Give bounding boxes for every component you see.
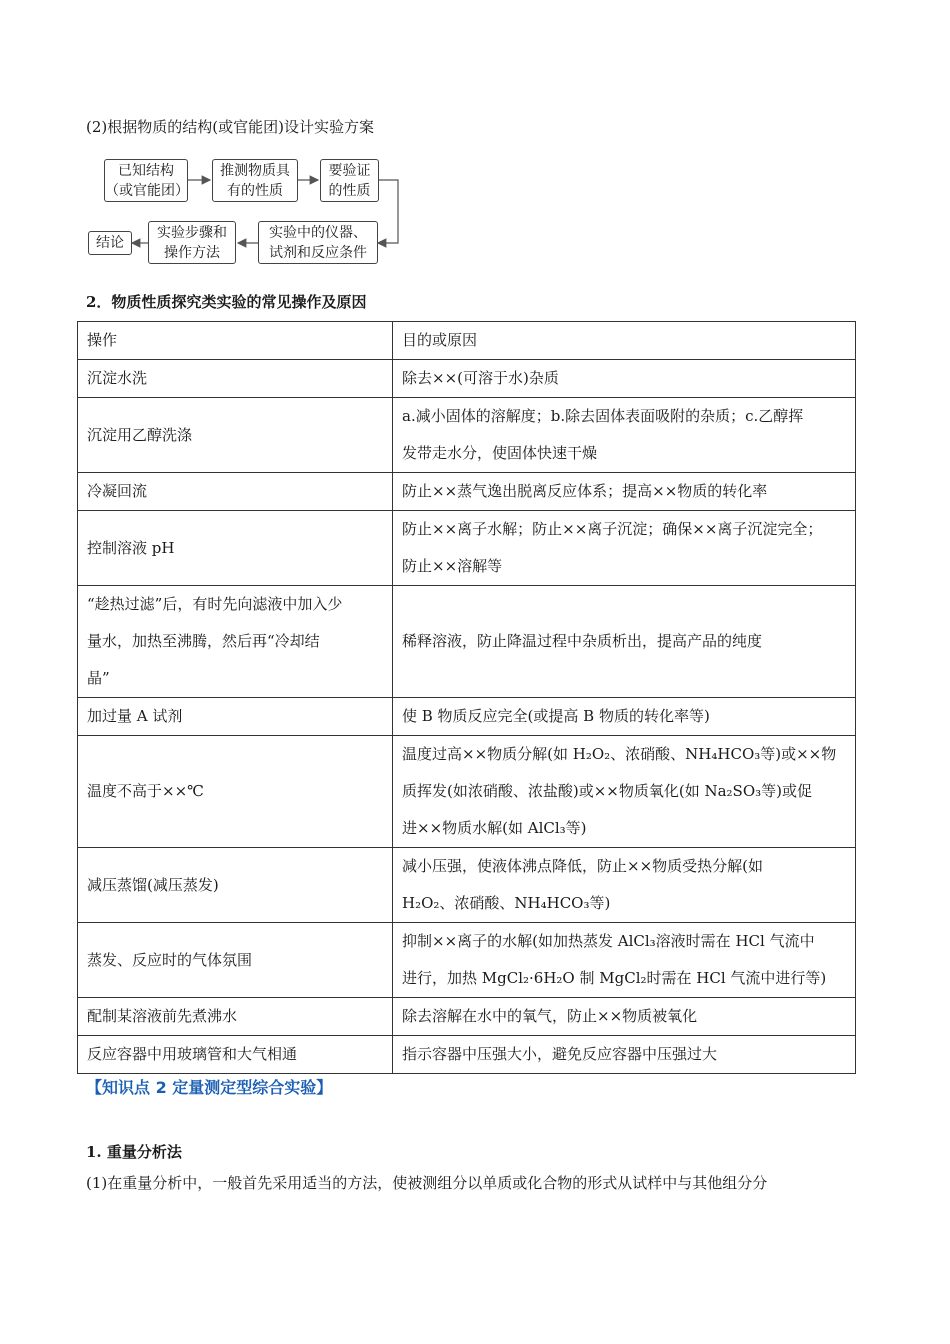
- reason-line: 温度过高××物质分解(如 H₂O₂、浓硝酸、NH₄HCO₃等)或××物: [402, 745, 837, 763]
- operation-line: 温度不高于××℃: [87, 782, 204, 800]
- table-row: [78, 398, 856, 473]
- flow-box-text: 试剂和反应条件: [269, 245, 367, 261]
- reason-line: 抑制××离子的水解(如加热蒸发 AlCl₃溶液时需在 HCl 气流中: [402, 932, 815, 950]
- operation-cell: [78, 398, 393, 473]
- reason-line: 进行，加热 MgCl₂·6H₂O 制 MgCl₂时需在 HCl 气流中进行等): [402, 969, 827, 987]
- operation-line: 反应容器中用玻璃管和大气相通: [87, 1045, 298, 1063]
- operation-line: 晶”: [87, 669, 110, 687]
- reason-cell: [393, 1036, 856, 1074]
- reason-cell: [393, 360, 856, 398]
- reason-cell: [393, 398, 856, 473]
- flow-box-text: 的性质: [328, 183, 371, 199]
- reason-line: 防止××溶解等: [402, 557, 503, 575]
- operation-line: 控制溶液 pH: [87, 538, 175, 557]
- operations-table: [77, 321, 856, 1074]
- flow-box-infer-properties: [212, 159, 298, 202]
- table-row: [78, 848, 856, 923]
- reason-line: 稀释溶液，防止降温过程中杂质析出，提高产品的纯度: [402, 632, 763, 650]
- operation-cell: [78, 698, 393, 736]
- table-row: [78, 511, 856, 586]
- reason-line: 指示容器中压强大小，避免反应容器中压强过大: [402, 1045, 718, 1063]
- table-row: [78, 736, 856, 848]
- operation-line: 蒸发、反应时的气体氛围: [87, 950, 253, 969]
- flow-box-text: 结论: [96, 235, 124, 251]
- reason-line: 防止××蒸气逸出脱离反应体系；提高××物质的转化率: [402, 482, 768, 500]
- reason-line: 除去××(可溶于水)杂质: [402, 369, 559, 387]
- paragraph-gravimetric: (1)在重量分析中，一般首先采用适当的方法，使被测组分以单质或化合物的形式从试样中与其他组分分: [86, 1174, 768, 1192]
- reason-cell: [393, 998, 856, 1036]
- operation-line: 冷凝回流: [87, 482, 148, 500]
- flow-box-text: 有的性质: [227, 183, 283, 199]
- reason-cell: [393, 586, 856, 698]
- table-row: [78, 360, 856, 398]
- table-row: [78, 473, 856, 511]
- flow-box-text: 实验中的仪器、: [269, 225, 367, 241]
- reason-cell: [393, 736, 856, 848]
- operation-line: 配制某溶液前先煮沸水: [87, 1007, 238, 1025]
- operation-line: 减压蒸馏(减压蒸发): [87, 875, 219, 894]
- reason-cell: [393, 698, 856, 736]
- operation-cell: [78, 923, 393, 998]
- operation-cell: [78, 360, 393, 398]
- operation-line: 沉淀用乙醇洗涤: [87, 425, 193, 444]
- flow-box-text: 已知结构: [118, 163, 174, 179]
- flow-box-text: 要验证: [328, 163, 371, 179]
- table-row: [78, 698, 856, 736]
- table-row: [78, 586, 856, 698]
- reason-line: H₂O₂、浓硝酸、NH₄HCO₃等): [402, 894, 611, 912]
- reason-line: 除去溶解在水中的氧气，防止××物质被氧化: [402, 1007, 698, 1025]
- heading-operations: 2．物质性质探究类实验的常见操作及原因: [86, 293, 367, 311]
- flow-box-text: 推测物质具: [220, 163, 290, 179]
- flow-box-properties-to-verify: [320, 159, 379, 202]
- reason-cell: [393, 923, 856, 998]
- reason-cell: [393, 848, 856, 923]
- operation-cell: [78, 998, 393, 1036]
- operation-cell: [78, 473, 393, 511]
- header-reason: 目的或原因: [393, 322, 856, 360]
- reason-cell: [393, 511, 856, 586]
- operation-line: 沉淀水洗: [87, 369, 148, 387]
- section-title: (2)根据物质的结构(或官能团)设计实验方案: [86, 118, 374, 136]
- design-flowchart: [86, 155, 416, 267]
- reason-line: 进××物质水解(如 AlCl₃等): [402, 819, 587, 837]
- header-operation: 操作: [78, 322, 393, 360]
- reason-line: 发带走水分，使固体快速干燥: [402, 444, 598, 462]
- reason-cell: [393, 473, 856, 511]
- operation-cell: [78, 736, 393, 848]
- knowledge-point-heading: 【知识点 2 定量测定型综合实验】: [86, 1078, 333, 1097]
- flow-box-known-structure: [104, 159, 188, 202]
- operation-line: 加过量 A 试剂: [87, 707, 183, 725]
- table-header-row: [78, 322, 856, 360]
- flow-box-instruments-reagents: [258, 221, 378, 264]
- reason-line: 防止××离子水解；防止××离子沉淀；确保××离子沉淀完全；: [402, 520, 823, 538]
- table-row: [78, 998, 856, 1036]
- operation-line: “趁热过滤”后，有时先向滤液中加入少: [87, 595, 343, 613]
- reason-line: 质挥发(如浓硝酸、浓盐酸)或××物质氧化(如 Na₂SO₃等)或促: [402, 782, 812, 800]
- operation-cell: [78, 1036, 393, 1074]
- flow-box-conclusion: [88, 231, 132, 255]
- operation-line: 量水，加热至沸腾，然后再“冷却结: [87, 632, 320, 650]
- flow-box-text: 实验步骤和: [157, 225, 227, 241]
- flow-box-text: （或官能团）: [105, 183, 189, 199]
- reason-line: 使 B 物质反应完全(或提高 B 物质的转化率等): [402, 707, 710, 725]
- table-row: [78, 923, 856, 998]
- reason-line: a.减小固体的溶解度；b.除去固体表面吸附的杂质；c.乙醇挥: [402, 407, 804, 425]
- table-row: [78, 1036, 856, 1074]
- reason-line: 减小压强，使液体沸点降低，防止××物质受热分解(如: [402, 857, 763, 875]
- heading-gravimetric: 1. 重量分析法: [86, 1143, 182, 1161]
- operation-cell: [78, 586, 393, 698]
- operation-cell: [78, 848, 393, 923]
- operation-cell: [78, 511, 393, 586]
- flow-box-steps-methods: [148, 221, 236, 264]
- flow-box-text: 操作方法: [164, 245, 220, 261]
